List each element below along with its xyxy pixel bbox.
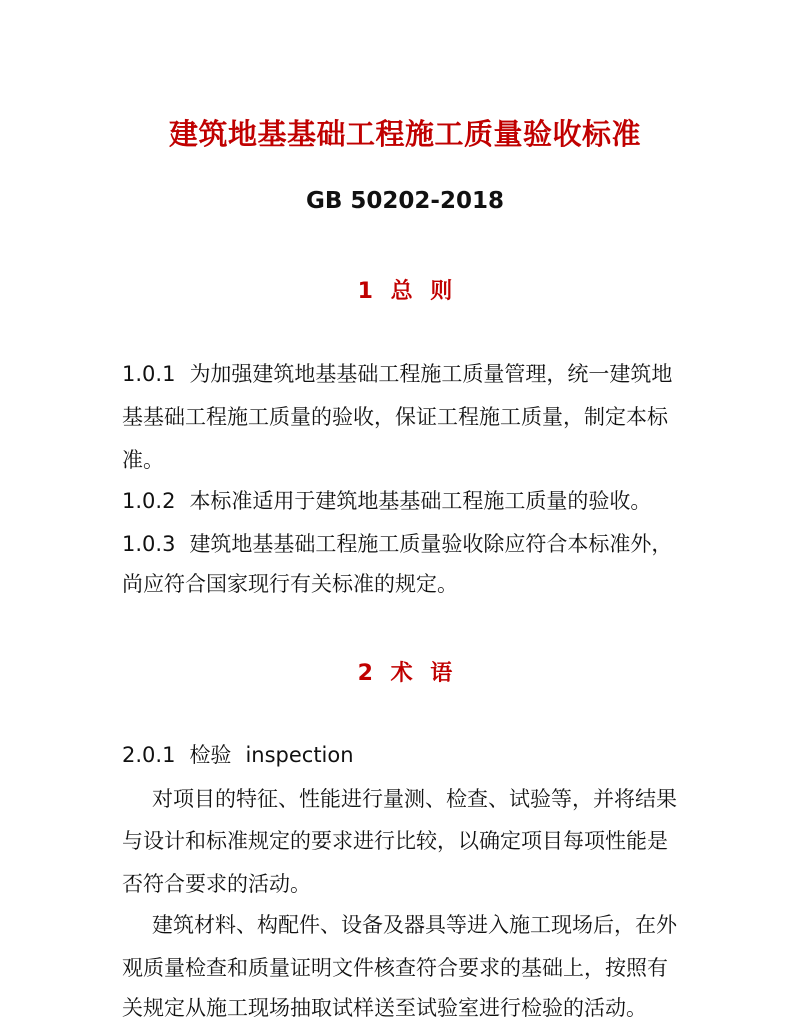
term-2-0-1-para2-line-3: 关规定从施工现场抽取试样送至试验室进行检验的活动。 [122,996,647,1020]
term-2-0-1-para2-line-1: 建筑材料、构配件、设备及器具等进入施工现场后，在外 [152,913,677,937]
term-2-0-1-cn: 检验 [189,743,232,767]
clause-1-0-1-text: 为加强建筑地基基础工程施工质量管理，统一建筑地 [189,362,673,386]
term-2-0-1-number: 2.0.1 [122,743,176,767]
clause-1-0-3-text: 建筑地基基础工程施工质量验收除应符合本标准外， [189,532,673,556]
clause-1-0-2-number: 1.0.2 [122,489,176,513]
term-2-0-1-heading [122,741,354,769]
term-2-0-1-para2-line-2: 观质量检查和质量证明文件核查符合要求的基础上，按照有 [122,956,668,980]
clause-1-0-3-line-2: 尚应符合国家现行有关标准的规定。 [122,572,458,596]
clause-1-0-2-text: 本标准适用于建筑地基基础工程施工质量的验收。 [189,489,652,513]
document-title: 建筑地基基础工程施工质量验收标准 [168,117,641,151]
term-2-0-1-para1-line-2: 与设计和标准规定的要求进行比较，以确定项目每项性能是 [122,829,668,853]
clause-1-0-1-line-1 [122,360,672,388]
clause-1-0-1-line-2: 基基础工程施工质量的验收，保证工程施工质量，制定本标 [122,405,668,429]
chapter-2-heading: 2 术 语 [357,661,453,686]
clause-1-0-3-number: 1.0.3 [122,532,176,556]
term-2-0-1-en: inspection [245,743,354,767]
clause-1-0-3-line-1 [122,530,672,558]
standard-code: GB 50202-2018 [306,188,504,214]
term-2-0-1-para1-line-3: 否符合要求的活动。 [122,872,311,896]
clause-1-0-1-line-3: 准。 [122,448,164,472]
chapter-1-heading: 1 总 则 [357,279,453,304]
clause-1-0-1-number: 1.0.1 [122,362,176,386]
clause-1-0-2 [122,487,651,515]
term-2-0-1-para1-line-1: 对项目的特征、性能进行量测、检查、试验等，并将结果 [152,787,677,811]
